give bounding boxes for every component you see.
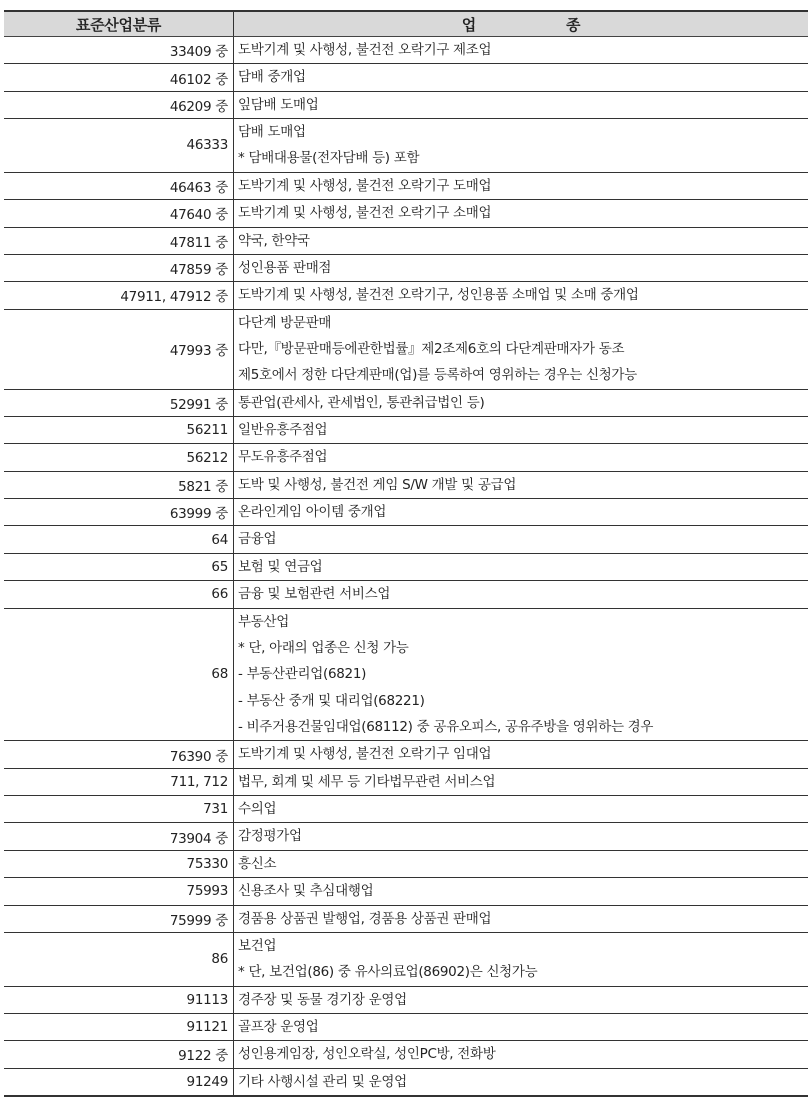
description-line: 다단계 방문판매	[238, 314, 332, 331]
industry-code: 63999 중	[4, 499, 234, 526]
description-line: - 부동산관리업(6821)	[238, 666, 367, 683]
table-row	[4, 878, 808, 905]
industry-description	[234, 823, 809, 850]
industry-code: 75330	[4, 850, 234, 877]
industry-description	[234, 553, 809, 580]
description-line: 경주장 및 동물 경기장 운영업	[238, 991, 407, 1008]
industry-description	[234, 254, 809, 281]
industry-description	[234, 309, 809, 389]
description-line: 흥신소	[238, 855, 277, 872]
description-line: * 단, 아래의 업종은 신청 가능	[238, 639, 409, 656]
table-row	[4, 768, 808, 795]
industry-description	[234, 471, 809, 498]
table-row	[4, 282, 808, 309]
industry-code: 9122 중	[4, 1041, 234, 1068]
description-line: * 단, 보건업(86) 중 유사의료업(86902)은 신청가능	[238, 964, 538, 981]
industry-code: 46463 중	[4, 172, 234, 199]
description-line: 도박기계 및 사행성, 불건전 오락기구 소매업	[238, 205, 492, 222]
description-line: 부동산업	[238, 613, 289, 630]
industry-description	[234, 37, 809, 64]
industry-description	[234, 850, 809, 877]
description-line: 보험 및 연금업	[238, 558, 323, 575]
industry-description	[234, 1013, 809, 1040]
industry-description	[234, 526, 809, 553]
industry-description	[234, 878, 809, 905]
industry-code: 33409 중	[4, 37, 234, 64]
industry-code: 47640 중	[4, 200, 234, 227]
industry-code: 5821 중	[4, 471, 234, 498]
industry-description	[234, 581, 809, 608]
industry-description	[234, 64, 809, 91]
table-row	[4, 741, 808, 768]
industry-description	[234, 905, 809, 932]
description-line: 금융업	[238, 531, 277, 548]
table-row	[4, 499, 808, 526]
industry-description	[234, 741, 809, 768]
description-line: * 담배대용물(전자담배 등) 포함	[238, 150, 420, 167]
industry-code: 65	[4, 553, 234, 580]
description-line: 다만,『방문판매등에관한법률』제2조제6호의 다단계판매자가 동조	[238, 340, 625, 357]
industry-description	[234, 768, 809, 795]
description-line: 법무, 회계 및 세무 등 기타법무관련 서비스업	[238, 773, 496, 790]
table-row	[4, 389, 808, 416]
table-header-row	[4, 11, 808, 37]
table-row	[4, 417, 808, 444]
table-row	[4, 37, 808, 64]
header-industry-b: 종	[566, 15, 581, 34]
industry-code: 76390 중	[4, 741, 234, 768]
table-row	[4, 254, 808, 281]
industry-code: 47811 중	[4, 227, 234, 254]
industry-description	[234, 444, 809, 471]
description-line: 수의업	[238, 801, 277, 818]
table-row	[4, 1013, 808, 1040]
description-line: 무도유흥주점업	[238, 449, 328, 466]
description-line: 보건업	[238, 937, 277, 954]
description-line: 통관업(관세사, 관세법인, 통관취급법인 등)	[238, 394, 485, 411]
industry-description	[234, 172, 809, 199]
description-line: 담배 도매업	[238, 124, 306, 141]
industry-code: 64	[4, 526, 234, 553]
table-row	[4, 444, 808, 471]
description-line: 도박기계 및 사행성, 불건전 오락기구 제조업	[238, 42, 492, 58]
header-industry-a: 업	[461, 15, 476, 34]
industry-code: 75999 중	[4, 905, 234, 932]
description-line: 감정평가업	[238, 828, 302, 845]
description-line: - 비주거용건물임대업(68112) 중 공유오피스, 공유주방을 영위하는 경우	[238, 718, 654, 735]
industry-description	[234, 499, 809, 526]
industry-code: 91113	[4, 986, 234, 1013]
industry-description	[234, 1068, 809, 1096]
industry-description	[234, 389, 809, 416]
table-row	[4, 200, 808, 227]
industry-description	[234, 986, 809, 1013]
description-line: 골프장 운영업	[238, 1018, 319, 1035]
table-row	[4, 823, 808, 850]
description-line: 제5호에서 정한 다단계판매(업)를 등록하여 영위하는 경우는 신청가능	[238, 367, 637, 384]
industry-description	[234, 417, 809, 444]
industry-code: 46102 중	[4, 64, 234, 91]
industry-code: 47993 중	[4, 309, 234, 389]
table-row	[4, 986, 808, 1013]
table-row	[4, 905, 808, 932]
description-line: 경품용 상품권 발행업, 경품용 상품권 판매업	[238, 910, 492, 927]
description-line: 온라인게임 아이템 중개업	[238, 504, 387, 521]
table-row	[4, 172, 808, 199]
table-row	[4, 471, 808, 498]
industry-code: 47911, 47912 중	[4, 282, 234, 309]
header-code: 표준산업분류	[4, 11, 234, 37]
table-row	[4, 64, 808, 91]
industry-description	[234, 200, 809, 227]
table-row	[4, 581, 808, 608]
industry-code: 731	[4, 796, 234, 823]
table-row	[4, 91, 808, 118]
industry-description	[234, 608, 809, 741]
industry-code: 46209 중	[4, 91, 234, 118]
table-row	[4, 119, 808, 173]
description-line: 약국, 한약국	[238, 232, 310, 249]
description-line: 성인용품 판매점	[238, 259, 332, 276]
table-row	[4, 932, 808, 986]
table-row	[4, 227, 808, 254]
table-row	[4, 796, 808, 823]
description-line: 신용조사 및 추심대행업	[238, 883, 374, 900]
industry-code: 91249	[4, 1068, 234, 1096]
description-line: 일반유흥주점업	[238, 422, 328, 439]
table-row	[4, 1068, 808, 1096]
header-industry	[234, 11, 809, 37]
industry-code: 56212	[4, 444, 234, 471]
industry-code: 52991 중	[4, 389, 234, 416]
industry-description	[234, 91, 809, 118]
industry-description	[234, 932, 809, 986]
table-row	[4, 309, 808, 389]
table-row	[4, 553, 808, 580]
restricted-industry-table	[4, 10, 808, 1097]
industry-code: 86	[4, 932, 234, 986]
industry-code: 711, 712	[4, 768, 234, 795]
description-line: 도박 및 사행성, 불건전 게임 S/W 개발 및 공급업	[238, 476, 517, 493]
industry-description	[234, 282, 809, 309]
description-line: 도박기계 및 사행성, 불건전 오락기구, 성인용품 소매업 및 소매 중개업	[238, 287, 639, 304]
description-line: 잎담배 도매업	[238, 96, 319, 113]
description-line: 도박기계 및 사행성, 불건전 오락기구 임대업	[238, 746, 492, 763]
table-row	[4, 608, 808, 741]
industry-description	[234, 227, 809, 254]
industry-code: 68	[4, 608, 234, 741]
industry-code: 73904 중	[4, 823, 234, 850]
table-row	[4, 1041, 808, 1068]
description-line: 성인용게임장, 성인오락실, 성인PC방, 전화방	[238, 1046, 496, 1063]
industry-description	[234, 796, 809, 823]
description-line: 담배 중개업	[238, 69, 306, 86]
industry-code: 56211	[4, 417, 234, 444]
industry-code: 91121	[4, 1013, 234, 1040]
description-line: 기타 사행시설 관리 및 운영업	[238, 1073, 407, 1090]
description-line: - 부동산 중개 및 대리업(68221)	[238, 692, 425, 709]
industry-code: 66	[4, 581, 234, 608]
industry-code: 75993	[4, 878, 234, 905]
description-line: 금융 및 보험관련 서비스업	[238, 586, 391, 603]
industry-code: 46333	[4, 119, 234, 173]
description-line: 도박기계 및 사행성, 불건전 오락기구 도매업	[238, 177, 492, 194]
table-row	[4, 526, 808, 553]
table-row	[4, 850, 808, 877]
industry-code: 47859 중	[4, 254, 234, 281]
industry-description	[234, 119, 809, 173]
industry-description	[234, 1041, 809, 1068]
